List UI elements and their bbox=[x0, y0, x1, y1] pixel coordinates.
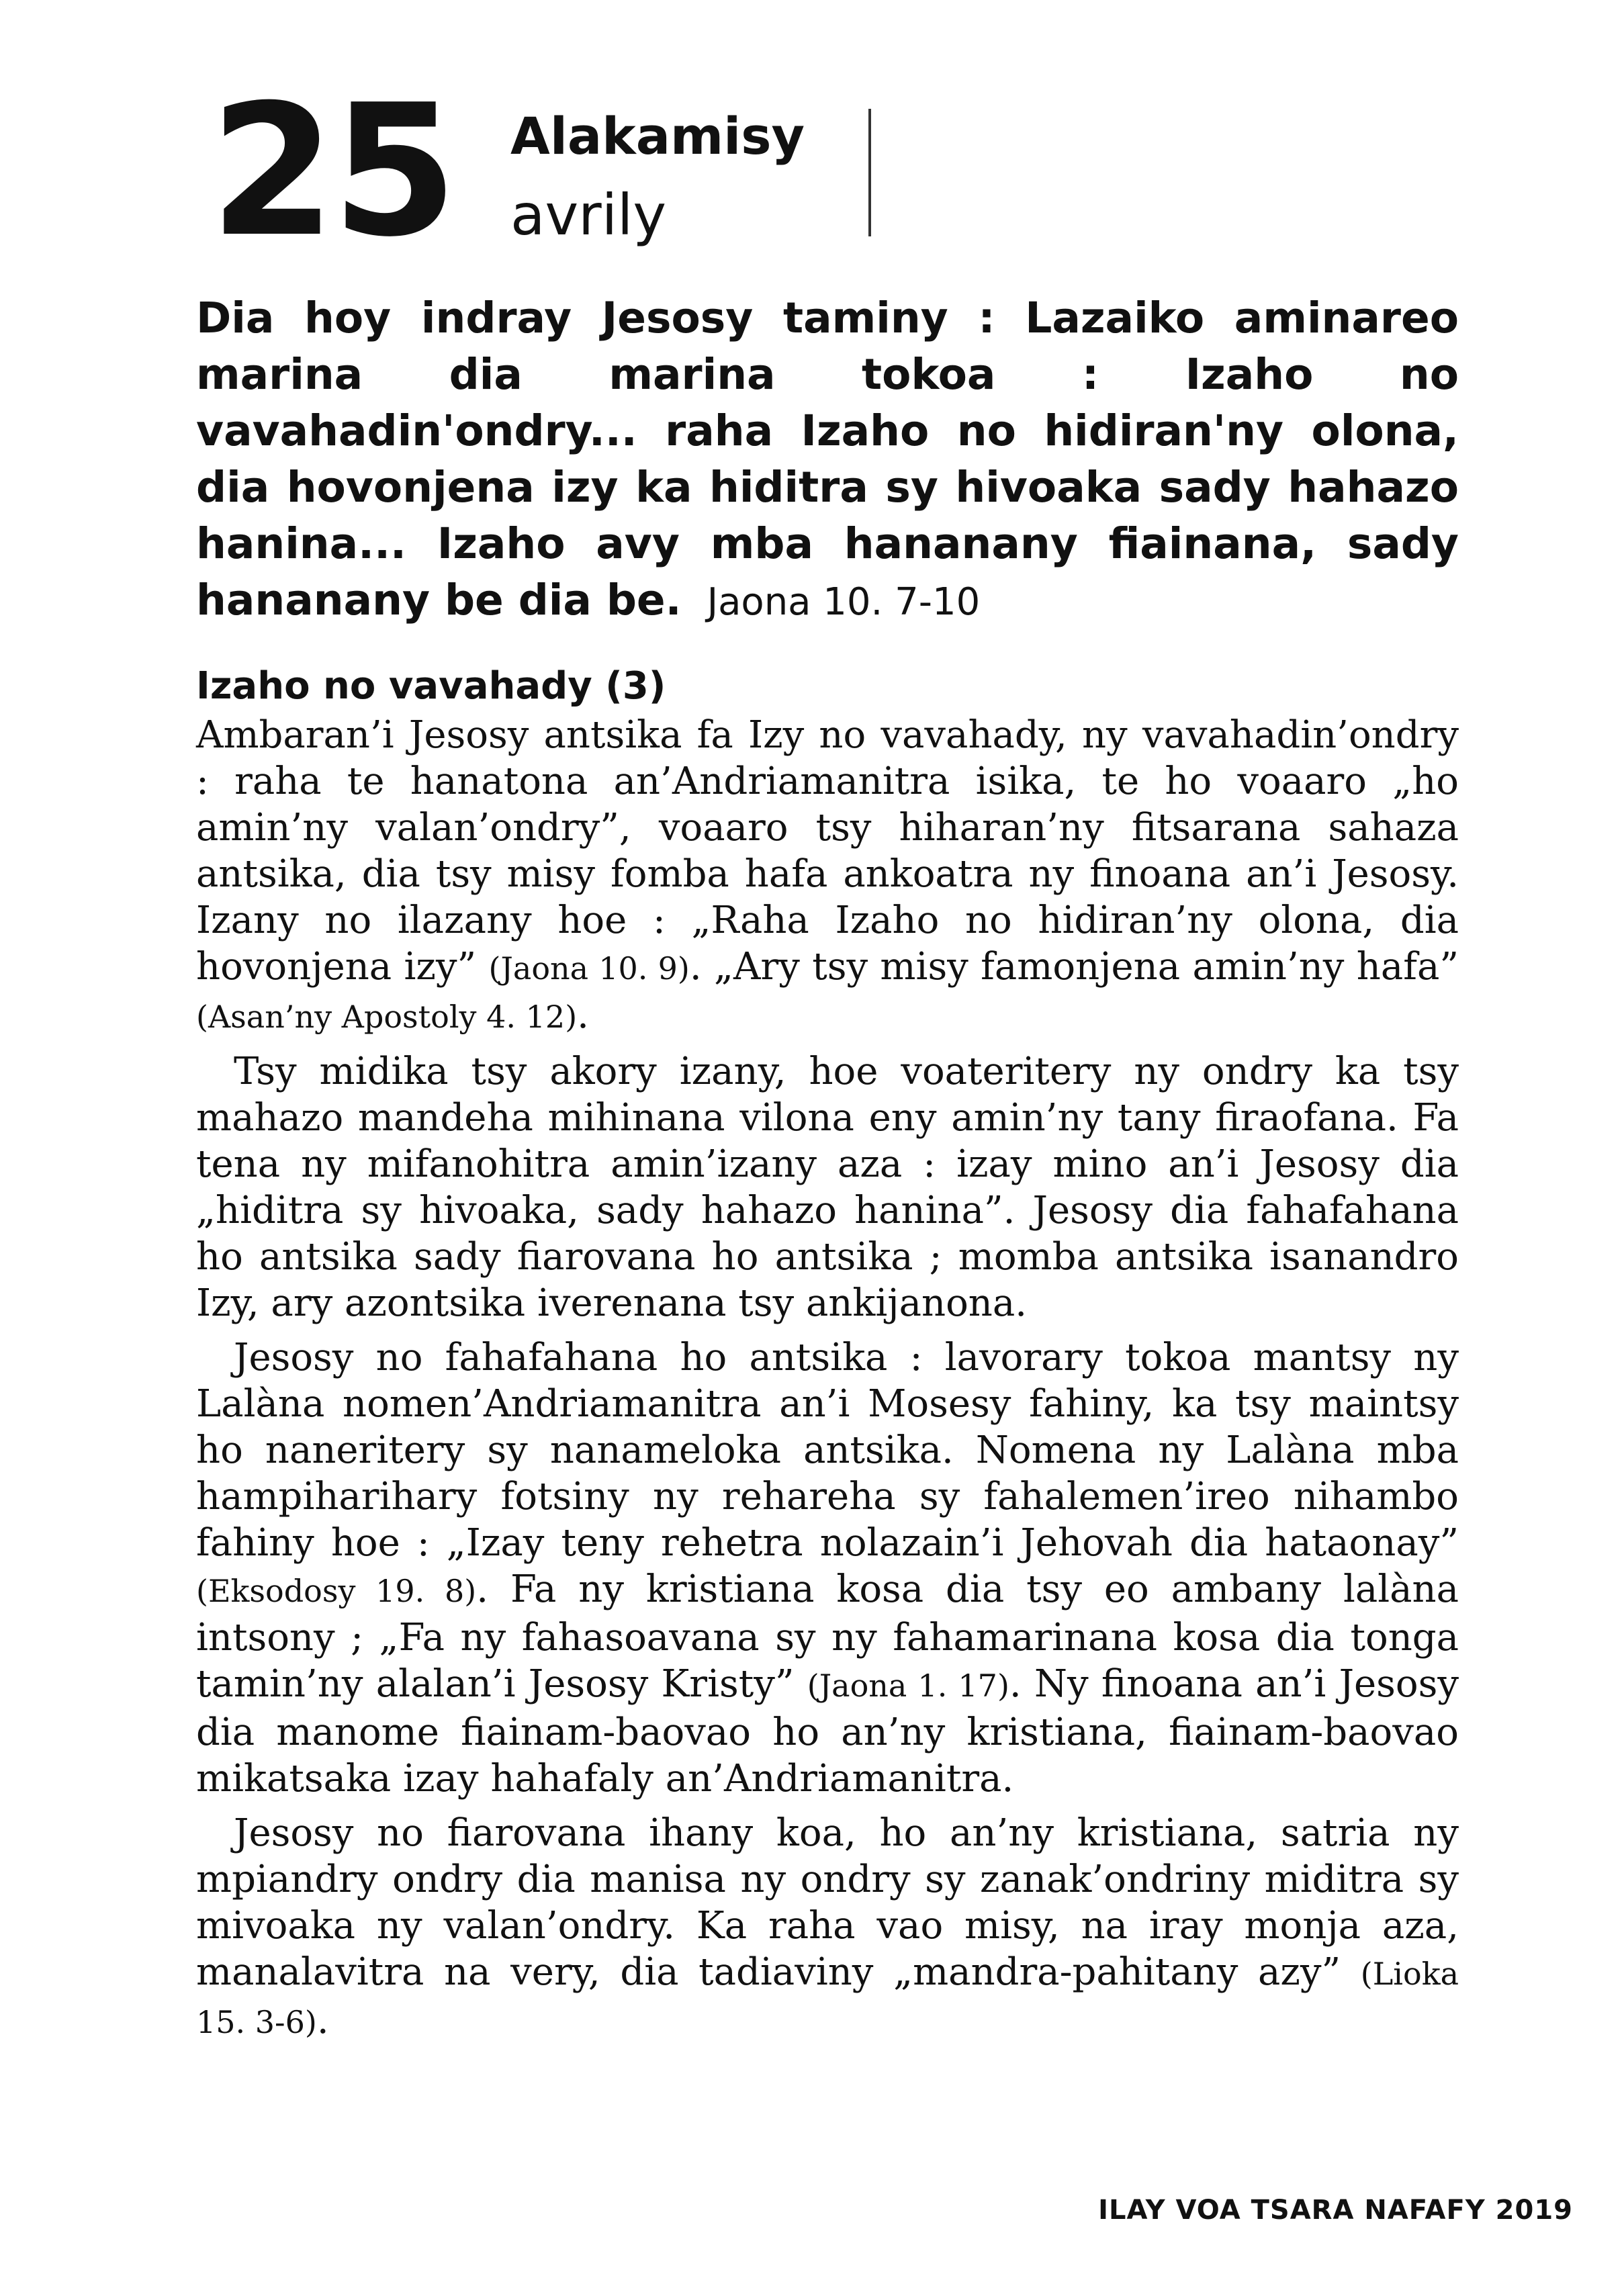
body-paragraph bbox=[196, 1334, 1459, 1802]
body-paragraph bbox=[196, 1810, 1459, 2046]
paragraph-text: . bbox=[577, 993, 589, 1037]
scripture-reference: (Jaona 10. 9) bbox=[488, 950, 690, 987]
scripture-reference: (Jaona 1. 17) bbox=[807, 1668, 1009, 1704]
bible-verse bbox=[196, 290, 1459, 631]
body-text bbox=[196, 712, 1459, 2054]
paragraph-text: Jesosy no fiarovana ihany koa, ho an’ny kristiana, satria ny mpiandry ondry dia manisa ny ondry sy zanak’ondriny miditra sy mivoaka ny valan’ondry. Ka raha vao misy, na iray monja aza, manalavitra na very, dia tadiaviny „mandra-pahitany azy” bbox=[196, 1811, 1459, 1994]
body-paragraph bbox=[196, 1048, 1459, 1326]
footer-publication-title: ILAY VOA TSARA NAFAFY 2019 bbox=[1098, 2195, 1573, 2226]
month-name: avrily bbox=[510, 182, 667, 248]
header-divider bbox=[868, 109, 871, 236]
verse-text: Dia hoy indray Jesosy taminy : Lazaiko aminareo marina dia marina tokoa : Izaho no vavahadin'ondry... raha Izaho no hidiran'ny olona, dia hovonjena izy ka hiditra sy hivoaka sady hahazo hanina... Izaho avy mba hananany fiainana, sady hananany be dia be. bbox=[196, 293, 1459, 625]
paragraph-text: Jesosy no fahafahana ho antsika : lavorary tokoa mantsy ny Lalàna nomen’Andriamanitra an’i Mosesy fahiny, ka tsy maintsy ho naneritery sy nanameloka antsika. Nomena ny Lalàna mba hampiharihary fotsiny ny rehareha sy fahalemen’ireo nihambo fahiny hoe : „Izay teny rehetra nolazain’i Jehovah dia hataonay” bbox=[196, 1336, 1459, 1565]
paragraph-text: . Ny finoana an’i Jesosy dia manome fiainam-baovao ho an’ny kristiana, fiainam-baovao mikatsaka izay hahafaly an’Andriamanitra. bbox=[196, 1662, 1459, 1801]
verse-reference: Jaona 10. 7-10 bbox=[707, 580, 981, 624]
paragraph-text: . bbox=[316, 1999, 329, 2042]
paragraph-text: Tsy midika tsy akory izany, hoe voateritery ny ondry ka tsy mahazo mandeha mihinana vilona eny amin’ny tany firaofana. Fa tena ny mifanohitra amin’izany aza : izay mino an’i Jesosy dia „hiditra sy hivoaka, sady hahazo hanina”. Jesosy dia fahafahana ho antsika sady fiarovana ho antsika ; momba antsika isanandro Izy, ary azontsika iverenana tsy ankijanona. bbox=[196, 1050, 1459, 1325]
paragraph-text: . „Ary tsy misy famonjena amin’ny hafa” bbox=[689, 945, 1459, 989]
body-paragraph bbox=[196, 712, 1459, 1040]
scripture-reference: (Eksodosy 19. 8) bbox=[196, 1573, 477, 1609]
scripture-reference: (Asan’ny Apostoly 4. 12) bbox=[196, 999, 578, 1035]
paragraph-text: Ambaran’i Jesosy antsika fa Izy no vavahady, ny vavahadin’ondry : raha te hanatona an’Andriamanitra isika, te ho voaaro „ho amin’ny valan’ondry”, voaaro tsy hiharan’ny fitsarana sahaza antsika, dia tsy misy fomba hafa ankoatra ny finoana an’i Jesosy. Izany no ilazany hoe : „Raha Izaho no hidiran’ny olona, dia hovonjena izy” bbox=[196, 713, 1459, 989]
day-name: Alakamisy bbox=[510, 106, 805, 166]
paragraph-text: . Fa ny kristiana kosa dia tsy eo ambany lalàna intsony ; „Fa ny fahasoavana sy ny fahamarinana kosa dia tonga tamin’ny alalan’i Jesosy Kristy” bbox=[196, 1567, 1459, 1706]
day-number: 25 bbox=[210, 65, 454, 277]
scripture-reference: (Lioka 15. 3-6) bbox=[196, 1956, 1459, 2040]
section-title: Izaho no vavahady (3) bbox=[196, 664, 666, 708]
